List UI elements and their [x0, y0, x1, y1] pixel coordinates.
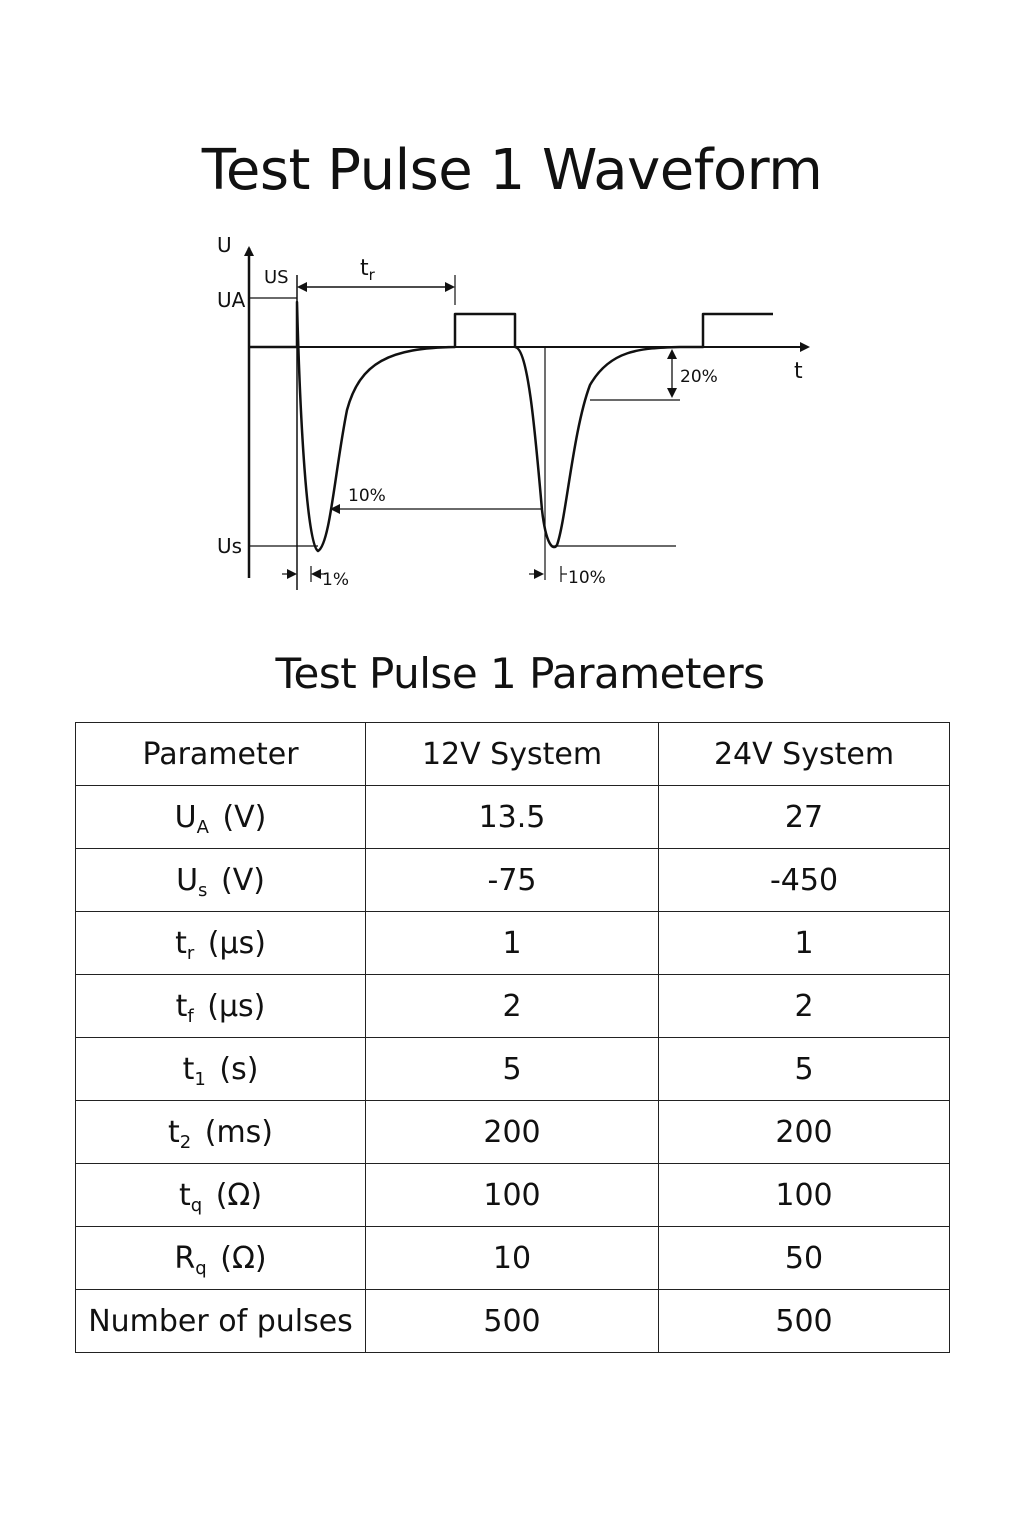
- parameter-subscript: 2: [179, 1131, 192, 1153]
- pct1-label: 1%: [322, 570, 349, 590]
- value-24v-cell: 27: [659, 786, 950, 849]
- parameter-subscript: r: [186, 942, 195, 964]
- parameter-symbol: t: [167, 1114, 180, 1150]
- value-24v-cell: 1: [659, 912, 950, 975]
- parameter-unit: (Ω): [220, 1240, 267, 1276]
- value-12v-cell: 13.5: [366, 786, 659, 849]
- t-axis-label: t: [794, 359, 803, 384]
- parameter-subscript: q: [195, 1257, 207, 1279]
- parameter-subscript: q: [190, 1194, 203, 1216]
- value-12v-cell: 1: [366, 912, 659, 975]
- header-12v: 12V System: [366, 723, 659, 786]
- us-top-label: US: [264, 267, 289, 288]
- parameter-symbol: t: [175, 925, 187, 961]
- parameter-unit: (s): [219, 1051, 259, 1087]
- parameters-table: [75, 722, 950, 1353]
- parameter-cell: [76, 912, 366, 975]
- value-12v-cell: 5: [366, 1038, 659, 1101]
- pct10-mid-label: 10%: [348, 486, 386, 506]
- table-row: [76, 975, 950, 1038]
- pct10-bottom-label: 10%: [568, 568, 606, 588]
- table-row: [76, 1290, 950, 1353]
- parameter-symbol: R: [174, 1240, 196, 1276]
- header-parameter: Parameter: [76, 723, 366, 786]
- value-12v-cell: 100: [366, 1164, 659, 1227]
- value-24v-cell: 100: [659, 1164, 950, 1227]
- parameter-cell: [76, 786, 366, 849]
- parameter-symbol: t: [178, 1177, 191, 1213]
- parameter-symbol: U: [176, 862, 199, 898]
- value-24v-cell: -450: [659, 849, 950, 912]
- us-label: Us: [217, 534, 243, 558]
- parameter-cell: [76, 1290, 366, 1353]
- parameter-unit: (V): [220, 862, 265, 898]
- parameter-subscript: A: [196, 816, 209, 838]
- parameter-subscript: s: [198, 879, 208, 901]
- parameter-unit: (μs): [207, 925, 266, 961]
- waveform-curve: [249, 302, 773, 551]
- value-24v-cell: 2: [659, 975, 950, 1038]
- value-24v-cell: 5: [659, 1038, 950, 1101]
- parameter-subscript: 1: [194, 1068, 206, 1090]
- parameter-cell: [76, 1101, 366, 1164]
- page-title: Test Pulse 1 Waveform: [201, 138, 823, 203]
- parameter-symbol: t: [175, 988, 188, 1024]
- table-row: [76, 1038, 950, 1101]
- parameter-symbol: U: [174, 799, 197, 835]
- value-24v-cell: 200: [659, 1101, 950, 1164]
- value-12v-cell: 2: [366, 975, 659, 1038]
- value-24v-cell: 50: [659, 1227, 950, 1290]
- parameter-cell: [76, 1164, 366, 1227]
- parameter-unit: (μs): [207, 988, 266, 1024]
- table-title: Test Pulse 1 Parameters: [275, 649, 765, 698]
- parameter-symbol: t: [182, 1051, 195, 1087]
- parameter-unit: (Ω): [215, 1177, 263, 1213]
- value-12v-cell: 200: [366, 1101, 659, 1164]
- table-row: [76, 1164, 950, 1227]
- value-12v-cell: 10: [366, 1227, 659, 1290]
- parameter-symbol: Number of pulses: [88, 1303, 353, 1339]
- table-row: [76, 1101, 950, 1164]
- parameter-cell: [76, 849, 366, 912]
- parameter-unit: (ms): [204, 1114, 274, 1150]
- table-row: [76, 1227, 950, 1290]
- tr-label: $t_r$: [360, 256, 375, 284]
- pct20-label: 20%: [680, 367, 718, 387]
- parameter-cell: [76, 1038, 366, 1101]
- table-row: [76, 786, 950, 849]
- u-axis-label: U: [217, 233, 232, 257]
- waveform-diagram: [0, 0, 1024, 640]
- parameter-unit: (V): [222, 799, 267, 835]
- parameter-subscript: f: [187, 1005, 194, 1027]
- header-24v: 24V System: [659, 723, 950, 786]
- ua-label: UA: [217, 288, 246, 312]
- parameter-cell: [76, 1227, 366, 1290]
- value-24v-cell: 500: [659, 1290, 950, 1353]
- table-header-row: [76, 723, 950, 786]
- table-row: [76, 849, 950, 912]
- table-row: [76, 912, 950, 975]
- value-12v-cell: -75: [366, 849, 659, 912]
- parameter-cell: [76, 975, 366, 1038]
- value-12v-cell: 500: [366, 1290, 659, 1353]
